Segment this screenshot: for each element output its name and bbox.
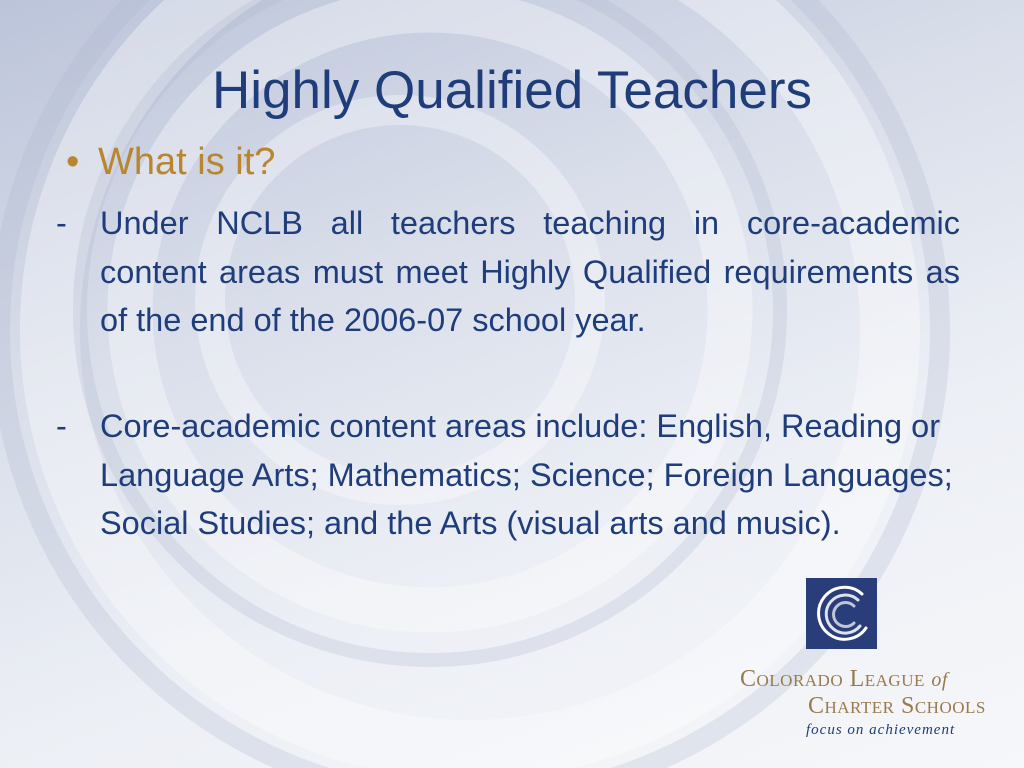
swirl-logo-graphic: [806, 578, 877, 649]
swirl-logo-icon: [806, 578, 877, 649]
dash-marker: -: [56, 205, 67, 241]
bullet-symbol: •: [66, 141, 80, 183]
brand-wordmark: [740, 666, 1008, 719]
list-item-text: Core-academic content areas include: English, Reading or Language Arts; Mathematics; Science; Foreign Languages; Social Studies; and the Arts (visual arts and music).: [100, 408, 953, 541]
list-item-text: Under NCLB all teachers teaching in core-academic content areas must meet Highly Qualified requirements as of the end of the 2006-07 school year.: [100, 205, 960, 338]
list-item-content-areas: [56, 402, 956, 548]
brand-line-1: Colorado League of: [740, 666, 948, 692]
bullet-what-is-it: [66, 140, 275, 186]
list-item-nclb: [56, 199, 960, 345]
brand-tagline: focus on achievement: [806, 722, 956, 738]
slide-title: Highly Qualified Teachers: [211, 61, 812, 120]
brand-line-2: Charter Schools: [808, 693, 986, 719]
bullet-text: What is it?: [98, 141, 276, 183]
dash-marker: -: [56, 408, 67, 444]
